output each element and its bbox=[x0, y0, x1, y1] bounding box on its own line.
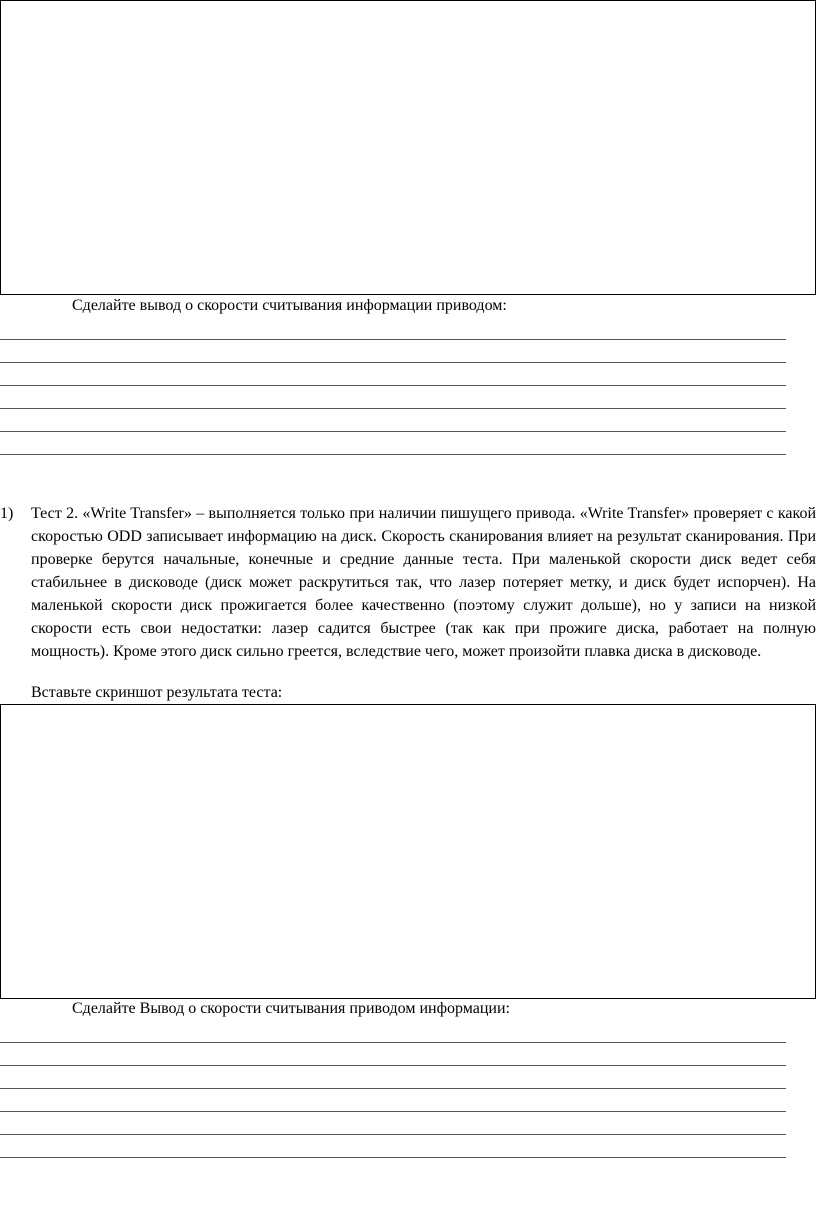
answer-line[interactable] bbox=[0, 339, 786, 340]
answer-line[interactable] bbox=[0, 1134, 786, 1135]
test-paragraph: Тест 2. «Write Transfer» – выполняется только при наличии пишущего привода. «Write Transfer» проверяет с какой скоростью ODD записывает информацию на диск. Скорость сканирования влияет на результат сканирования. При проверке берутся начальные, конечные и средние данные теста. При маленькой скорости диск ведет себя стабильнее в дисководе (диск может раскрутиться так, что лазер потеряет метку, и диск будет испорчен). На маленькой скорости диск прожигается более качественно (поэтому служит дольше), но у записи на низкой скорости есть свои недостатки: лазер садится быстрее (так как при прожиге диска, работает на полную мощность). Кроме этого диск сильно греется, вследствие чего, может произойти плавка диска в дисководе. bbox=[31, 505, 816, 660]
insert-screenshot-label: Вставьте скриншот результата теста: bbox=[31, 684, 283, 701]
answer-line[interactable] bbox=[0, 1065, 786, 1066]
answer-line[interactable] bbox=[0, 1042, 786, 1043]
answer-line[interactable] bbox=[0, 385, 786, 386]
answer-line[interactable] bbox=[0, 1088, 786, 1089]
screenshot-placeholder-box bbox=[0, 0, 816, 295]
list-number: 1) bbox=[0, 505, 14, 522]
answer-line[interactable] bbox=[0, 408, 786, 409]
answer-line[interactable] bbox=[0, 454, 786, 455]
answer-line[interactable] bbox=[0, 1111, 786, 1112]
answer-line[interactable] bbox=[0, 431, 786, 432]
answer-lines bbox=[0, 339, 786, 477]
answer-line[interactable] bbox=[0, 1157, 786, 1158]
answer-line[interactable] bbox=[0, 362, 786, 363]
conclusion-prompt: Сделайте Вывод о скорости считывания приводом информации: bbox=[72, 1000, 510, 1017]
screenshot-placeholder-box bbox=[0, 704, 816, 999]
answer-lines bbox=[0, 1042, 786, 1180]
test-description bbox=[0, 502, 816, 663]
conclusion-prompt: Сделайте вывод о скорости считывания информации приводом: bbox=[72, 297, 507, 314]
